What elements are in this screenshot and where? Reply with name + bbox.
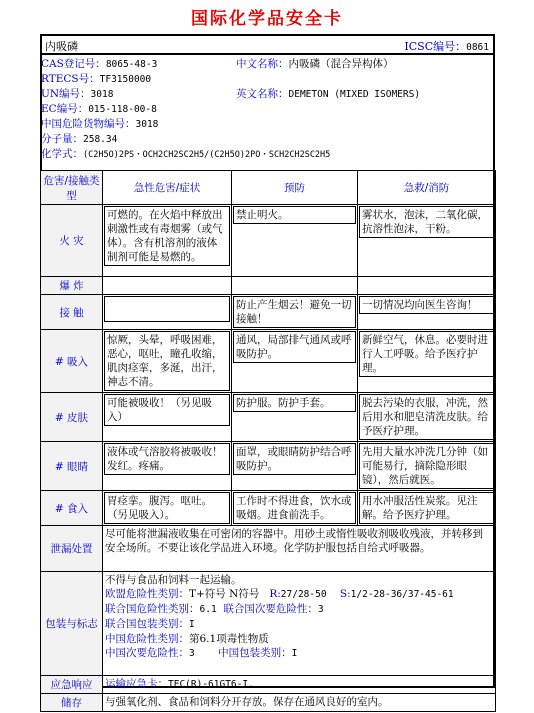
r-value: 27/28-50 <box>280 589 327 600</box>
un-pack-label: 联合国包装类别： <box>105 618 189 630</box>
un-label: UN编号： <box>41 88 91 100</box>
storage-label: 储存 <box>41 694 103 712</box>
table-row <box>41 442 496 491</box>
table-row <box>41 676 496 694</box>
table-row <box>41 572 496 676</box>
ec-row <box>41 102 330 117</box>
en-name-row <box>236 87 420 102</box>
card-title: 国际化学品安全卡 <box>191 9 343 29</box>
cn-pack-value: I <box>291 648 298 659</box>
eyes-hazard: 液体或气溶胶将被吸收！发红。疼痛。 <box>104 443 230 475</box>
explosion-aid <box>358 277 496 295</box>
cas-value: 8065-48-3 <box>105 59 158 70</box>
un-hazard-label: 联合国危险性类别： <box>105 603 200 615</box>
spill-label: 泄漏处置 <box>41 526 103 572</box>
table-row <box>41 526 496 572</box>
formula-label: 化学式： <box>41 148 83 160</box>
explosion-hazard <box>103 277 232 295</box>
eyes-prevention: 面罩，或眼睛防护结合呼吸防护。 <box>233 443 356 475</box>
packaging-block <box>103 572 495 662</box>
rtecs-label: RTECS号： <box>41 73 100 85</box>
cn-dangerous-goods-value: 3018 <box>135 119 159 130</box>
storage-text: 与强氧化剂、食品和饲料分开存放。保存在通风良好的室内。 <box>105 696 389 708</box>
ec-value: 015-118-00-8 <box>88 104 157 115</box>
ingestion-aid: 用水冲服活性炭浆。见注解。给予医疗护理。 <box>359 492 494 524</box>
col-header-aid: 急救/消防 <box>358 171 496 205</box>
contact-prevention: 防止产生烟云！避免一切接触！ <box>233 296 356 328</box>
molecular-weight-row <box>41 132 330 147</box>
card-header <box>40 34 495 55</box>
skin-aid: 脱去污染的衣服，冲洗，然后用水和肥皂清洗皮肤。给予医疗护理。 <box>359 394 494 440</box>
hazard-table <box>40 170 496 712</box>
spill-text: 尽可能将泄漏液收集在可密闭的容器中。用砂土或惰性吸收剂吸收残液，并转移到安全场所。不要让该化学品进入环境。化学防护服包括自给式呼吸器。 <box>105 528 483 554</box>
inhalation-aid: 新鲜空气，休息。必要时进行人工呼吸。给予医疗护理。 <box>359 331 494 377</box>
un-hazard-value: 6.1 <box>199 604 217 615</box>
icsc-value: 0861 <box>466 42 489 53</box>
en-name-label: 英文名称： <box>236 88 289 100</box>
un-value: 3018 <box>90 89 114 100</box>
names-right <box>236 57 420 102</box>
table-header-row <box>41 171 496 205</box>
rtecs-value: TF3150000 <box>99 74 152 85</box>
row-type-skin: # 皮肤 <box>41 393 103 442</box>
cn-sub-row <box>105 646 493 661</box>
skin-prevention: 防护服。防护手套。 <box>233 394 356 412</box>
icsc-number <box>404 38 489 54</box>
eyes-aid: 先用大量水冲洗几分钟（如可能易行，摘除隐形眼镜），然后就医。 <box>359 443 494 489</box>
inhalation-hazard: 惊厥，头晕，呼吸困难，恶心，呕吐，瞳孔收缩，肌肉痉挛，多涎，出汗，神志不清。 <box>104 331 230 391</box>
eu-class-value: T+符号 N符号 <box>189 588 260 600</box>
r-label: R: <box>269 588 281 600</box>
chemical-name: 内吸磷 <box>45 40 78 53</box>
fire-prevention: 禁止明火。 <box>233 206 356 224</box>
fire-hazard: 可燃的。在火焰中释放出刺激性或有毒烟雾（或气体）。含有机溶剂的液体制剂可能是易燃的。 <box>104 206 230 266</box>
un-pack-value: I <box>189 619 195 630</box>
ingestion-prevention: 工作时不得进食，饮水或吸烟。进食前洗手。 <box>233 492 356 524</box>
cn-pack-label: 中国包装类别： <box>218 647 292 659</box>
explosion-prevention <box>232 277 358 295</box>
table-row <box>41 205 496 277</box>
ec-label: EC编号： <box>41 103 89 115</box>
cn-sub-value: 3 <box>189 648 195 659</box>
contact-aid: 一切情况均向医生咨询！ <box>359 296 494 314</box>
eu-class-label: 欧盟危险性类别： <box>105 588 189 600</box>
transport-card-value: TEC(R)-61GT6-I. <box>168 679 254 690</box>
emergency-label: 应急响应 <box>41 676 103 694</box>
skin-hazard: 可能被吸收！（另见吸入） <box>104 394 230 426</box>
cn-hazard-label: 中国危险性类别： <box>105 633 189 645</box>
en-name-value: DEMETON (MIXED ISOMERS) <box>288 89 421 100</box>
cn-name-value: 内吸磷（混合异构体） <box>288 58 394 70</box>
row-type-contact: 接 触 <box>41 295 103 330</box>
cn-sub-label: 中国次要危险性： <box>105 647 189 659</box>
packaging-line1: 不得与食品和饲料一起运输。 <box>105 574 242 586</box>
molecular-weight-value: 258.34 <box>83 134 118 145</box>
table-row <box>41 694 496 712</box>
formula-row <box>41 147 330 163</box>
s-label: S: <box>339 588 351 600</box>
molecular-weight-label: 分子量： <box>41 133 83 145</box>
cn-name-label: 中文名称： <box>236 58 289 70</box>
col-header-type: 危害/接触类型 <box>41 171 103 205</box>
row-type-eyes: # 眼睛 <box>41 442 103 491</box>
contact-hazard <box>104 296 230 322</box>
inhalation-prevention: 通风，局部排气通风或呼吸防护。 <box>233 331 356 363</box>
col-header-hazard: 急性危害/症状 <box>103 171 232 205</box>
un-sub-label: 联合国次要危险性： <box>223 603 318 615</box>
un-sub-value: 3 <box>317 604 324 615</box>
table-row <box>41 393 496 442</box>
un-pack-row <box>105 617 493 632</box>
row-type-fire: 火 灾 <box>41 205 103 277</box>
row-type-inhalation: # 吸入 <box>41 330 103 393</box>
row-type-explosion: 爆 炸 <box>41 277 103 295</box>
cn-hazard-row <box>105 632 493 646</box>
s-value: 1/2-28-36/37-45-61 <box>350 589 454 600</box>
table-row <box>41 295 496 330</box>
cn-hazard-value: 第6.1项毒性物质 <box>189 633 269 645</box>
packaging-label: 包装与标志 <box>41 572 103 676</box>
ingestion-hazard: 胃痉挛。腹泻。呕吐。（另见吸入）。 <box>104 492 230 524</box>
fire-aid: 雾状水，泡沫，二氧化碳，抗溶性泡沫，干粉。 <box>359 206 494 238</box>
row-type-ingestion: # 食入 <box>41 491 103 526</box>
table-row <box>41 330 496 393</box>
un-hazard-row <box>105 602 493 617</box>
cn-dangerous-goods-row <box>41 117 330 132</box>
cas-label: CAS登记号： <box>41 58 106 70</box>
cn-name-row <box>236 57 420 72</box>
eu-class-row <box>105 587 493 602</box>
col-header-prevention: 预防 <box>232 171 358 205</box>
formula-value: (C2H5O)2PS・OCH2CH2SC2H5/(C2H5O)2PO・SCH2CH2SC2H5 <box>83 150 331 160</box>
icsc-label: ICSC编号： <box>404 40 467 53</box>
cn-dangerous-goods-label: 中国危险货物编号： <box>41 118 136 130</box>
emergency-row <box>103 676 495 693</box>
transport-card-label: 运输应急卡： <box>105 678 168 690</box>
table-row <box>41 277 496 295</box>
table-row <box>41 491 496 526</box>
